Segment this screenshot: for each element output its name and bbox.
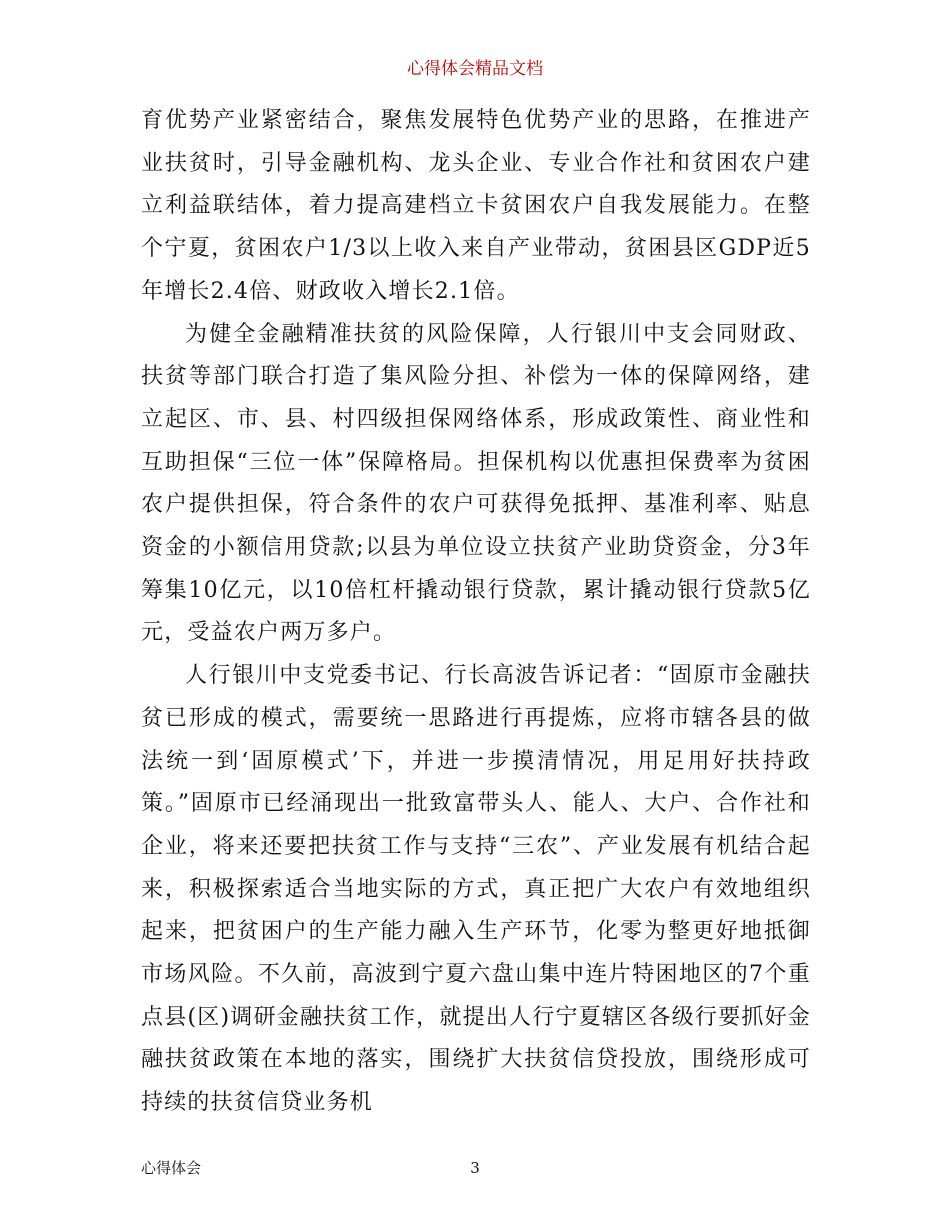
paragraph-continuation: 育优势产业紧密结合，聚焦发展特色优势产业的思路，在推进产业扶贫时，引导金融机构、龙头企业、专业合作社和贫困农户建立利益联结体，着力提高建档立卡贫困农户自我发展能力。在整个宁夏，贫困农户1/3以上收入来自产业带动，贫困县区GDP近5年增长2.4倍、财政收入增长2.1倍。 xyxy=(141,108,811,304)
footer-label: 心得体会 xyxy=(141,1159,202,1177)
footer-page-number: 3 xyxy=(470,1159,480,1177)
document-body xyxy=(141,100,811,1125)
page-header-title: 心得体会精品文档 xyxy=(407,59,543,79)
paragraph-guyuan-model: 人行银川中支党委书记、行长高波告诉记者：“固原市金融扶贫已形成的模式，需要统一思路进行再提炼，应将市辖各县的做法统一到‘固原模式’下，并进一步摸清情况，用足用好扶持政策。”固原市已经涌现出一批致富带头人、能人、大户、合作社和企业，将来还要把扶贫工作与支持“三农”、产业发展有机结合起来，积极探索适合当地实际的方式，真正把广大农户有效地组织起来，把贫困户的生产能力融入生产环节，化零为整更好地抵御市场风险。不久前，高波到宁夏六盘山集中连片特困地区的7个重点县(区)调研金融扶贫工作，就提出人行宁夏辖区各级行要抓好金融扶贫政策在本地的落实，围绕扩大扶贫信贷投放，围绕形成可持续的扶贫信贷业务机 xyxy=(141,663,811,1116)
paragraph-risk-guarantee: 为健全金融精准扶贫的风险保障，人行银川中支会同财政、扶贫等部门联合打造了集风险分担、补偿为一体的保障网络，建立起区、市、县、村四级担保网络体系，形成政策性、商业性和互助担保“三位一体”保障格局。担保机构以优惠担保费率为贫困农户提供担保，符合条件的农户可获得免抵押、基准利率、贴息资金的小额信用贷款;以县为单位设立扶贫产业助贷资金，分3年筹集10亿元，以10倍杠杆撬动银行贷款，累计撬动银行贷款5亿元，受益农户两万多户。 xyxy=(141,321,811,646)
